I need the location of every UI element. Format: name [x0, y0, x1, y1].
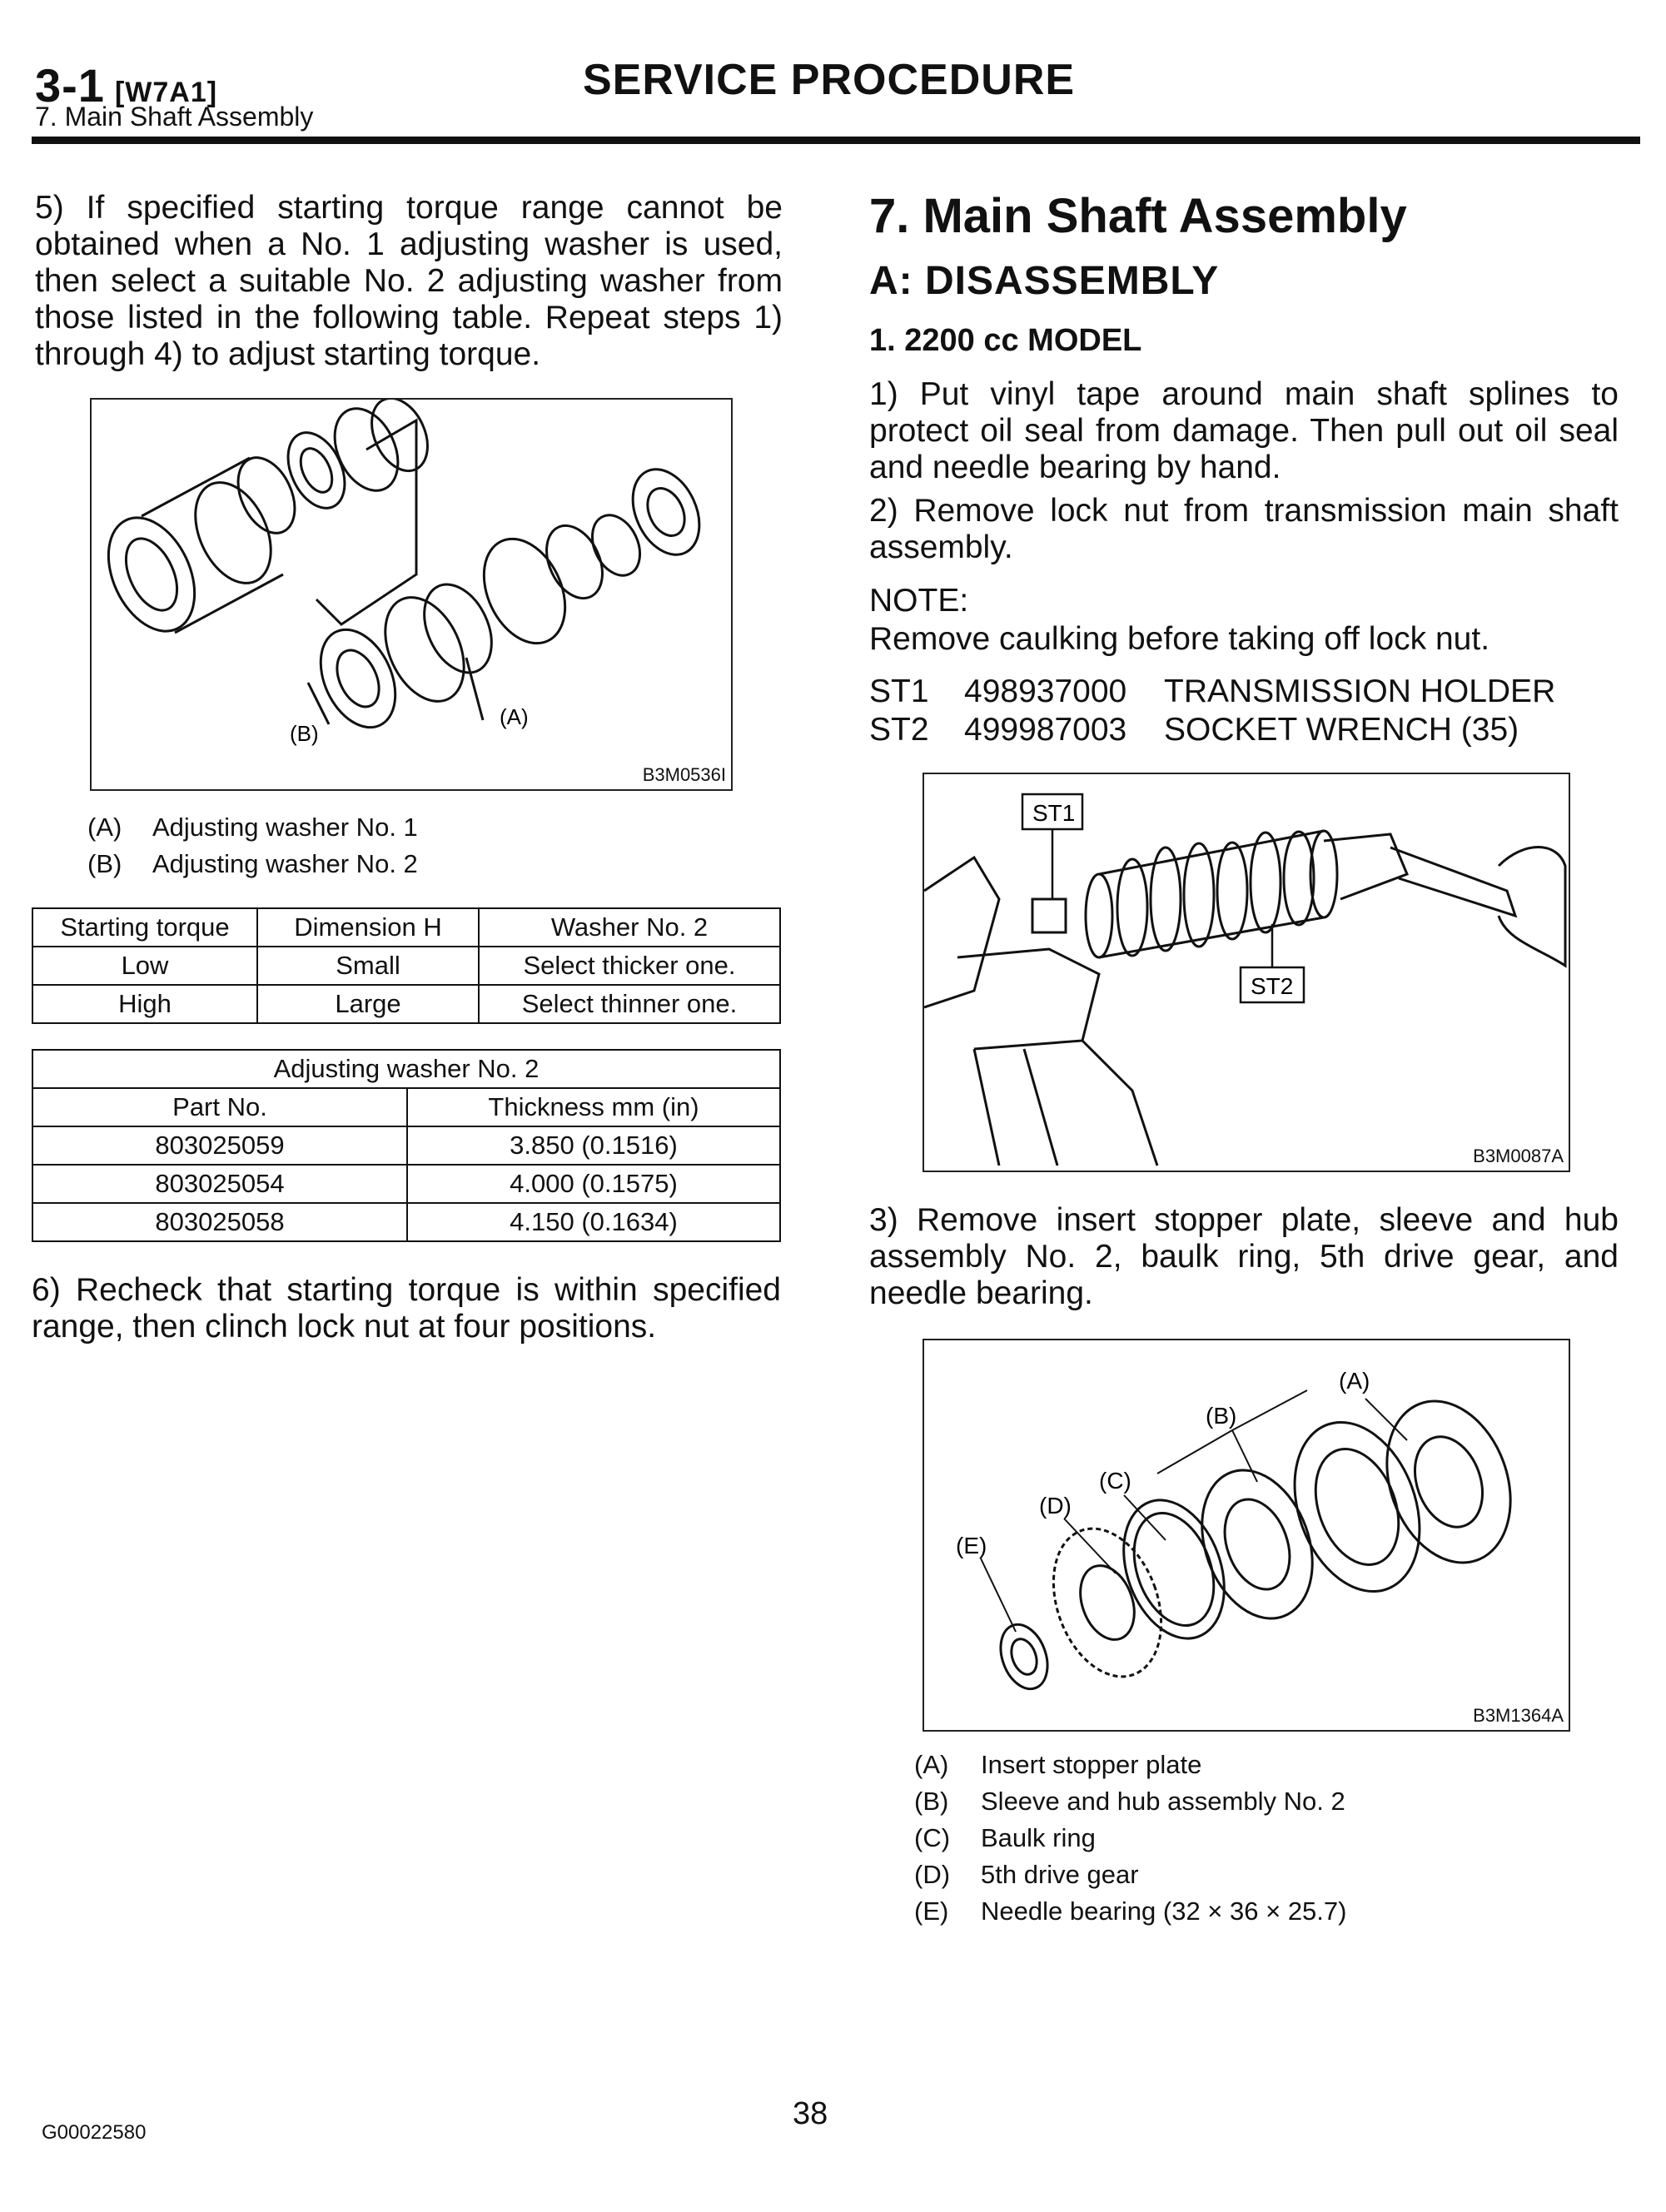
legend-item: (B) Adjusting washer No. 2 — [87, 849, 418, 878]
table-row: Low Small Select thicker one. — [32, 947, 780, 985]
legend-item: (D) 5th drive gear — [914, 1860, 1139, 1889]
tool-usage-illustration — [924, 774, 1569, 1171]
step-2-text: 2) Remove lock nut from transmission main shaft assembly. — [869, 493, 1619, 565]
tool-row: ST1 498937000 TRANSMISSION HOLDER — [869, 674, 1556, 709]
fig1-label-a: (A) — [500, 704, 529, 729]
fig1-label-b: (B) — [290, 721, 319, 746]
step-5-text: 5) If specified starting torque range cannot be obtained when a No. 1 adjusting washer is used, then select a suitable No. 2 adjusting washer from those listed in the following table. Repeat steps 1) through 4) to adjust starting torque. — [35, 190, 783, 372]
fig3-label-a: (A) — [1339, 1368, 1370, 1394]
table-title: Adjusting washer No. 2 — [32, 1050, 780, 1088]
fig2-st2-label: ST2 — [1251, 973, 1294, 999]
legend-item: (C) Baulk ring — [914, 1823, 1096, 1852]
disassembly-illustration — [924, 1340, 1569, 1730]
table-header: Starting torque — [32, 908, 257, 947]
figure-washers — [90, 398, 733, 791]
step-6-text: 6) Recheck that starting torque is within specified range, then clinch lock nut at four positions. — [32, 1272, 781, 1345]
fig3-label-c: (C) — [1099, 1468, 1131, 1494]
subsection-heading: A: DISASSEMBLY — [869, 259, 1220, 303]
table-header: Thickness mm (in) — [407, 1088, 780, 1126]
fig3-label-e: (E) — [956, 1533, 987, 1558]
legend-item: (B) Sleeve and hub assembly No. 2 — [914, 1787, 1345, 1816]
figure-code: B3M1364A — [1473, 1705, 1564, 1726]
table-row: 803025059 3.850 (0.1516) — [32, 1126, 780, 1165]
section-num: 3-1 — [35, 59, 105, 112]
page-subtitle: 7. Main Shaft Assembly — [35, 102, 314, 132]
table-header: Dimension H — [257, 908, 479, 947]
model-heading: 1. 2200 cc MODEL — [869, 323, 1142, 358]
tool-row: ST2 499987003 SOCKET WRENCH (35) — [869, 712, 1519, 748]
document-code: G00022580 — [42, 2121, 147, 2144]
note-text: Remove caulking before taking off lock nut. — [869, 621, 1490, 657]
table-row: 803025054 4.000 (0.1575) — [32, 1165, 780, 1203]
fig3-legend — [914, 1747, 1346, 1930]
section-code: [W7A1] — [114, 77, 218, 108]
torque-table — [32, 907, 781, 1024]
section-heading: 7. Main Shaft Assembly — [869, 189, 1407, 243]
legend-item: (A) Insert stopper plate — [914, 1750, 1202, 1779]
fig1-legend — [87, 809, 418, 882]
washer-exploded-illustration — [92, 400, 731, 789]
table-header: Part No. — [32, 1088, 407, 1126]
header-rule — [32, 137, 1640, 144]
tool-list — [869, 673, 1555, 749]
page-number: 38 — [793, 2096, 828, 2131]
table-row: High Large Select thinner one. — [32, 985, 780, 1023]
figure-code: B3M0087A — [1473, 1146, 1564, 1166]
figure-code: B3M0536I — [642, 764, 726, 785]
table-header: Washer No. 2 — [479, 908, 780, 947]
figure-disassembly — [923, 1339, 1570, 1732]
step-1-text: 1) Put vinyl tape around main shaft splines to protect oil seal from damage. Then pull out oil seal and needle bearing by hand. — [869, 376, 1619, 485]
figure-tools — [923, 773, 1570, 1172]
fig2-st1-label: ST1 — [1032, 800, 1076, 826]
page-title: SERVICE PROCEDURE — [583, 56, 1076, 104]
step-3-text: 3) Remove insert stopper plate, sleeve and hub assembly No. 2, baulk ring, 5th drive gear, and needle bearing. — [869, 1202, 1619, 1311]
legend-item: (A) Adjusting washer No. 1 — [87, 813, 418, 842]
table-row: 803025058 4.150 (0.1634) — [32, 1203, 780, 1241]
note-label: NOTE: — [869, 583, 969, 619]
legend-item: (E) Needle bearing (32 × 36 × 25.7) — [914, 1896, 1347, 1926]
fig3-label-d: (D) — [1039, 1493, 1072, 1519]
washer-table — [32, 1049, 781, 1242]
fig3-label-b: (B) — [1206, 1403, 1237, 1429]
